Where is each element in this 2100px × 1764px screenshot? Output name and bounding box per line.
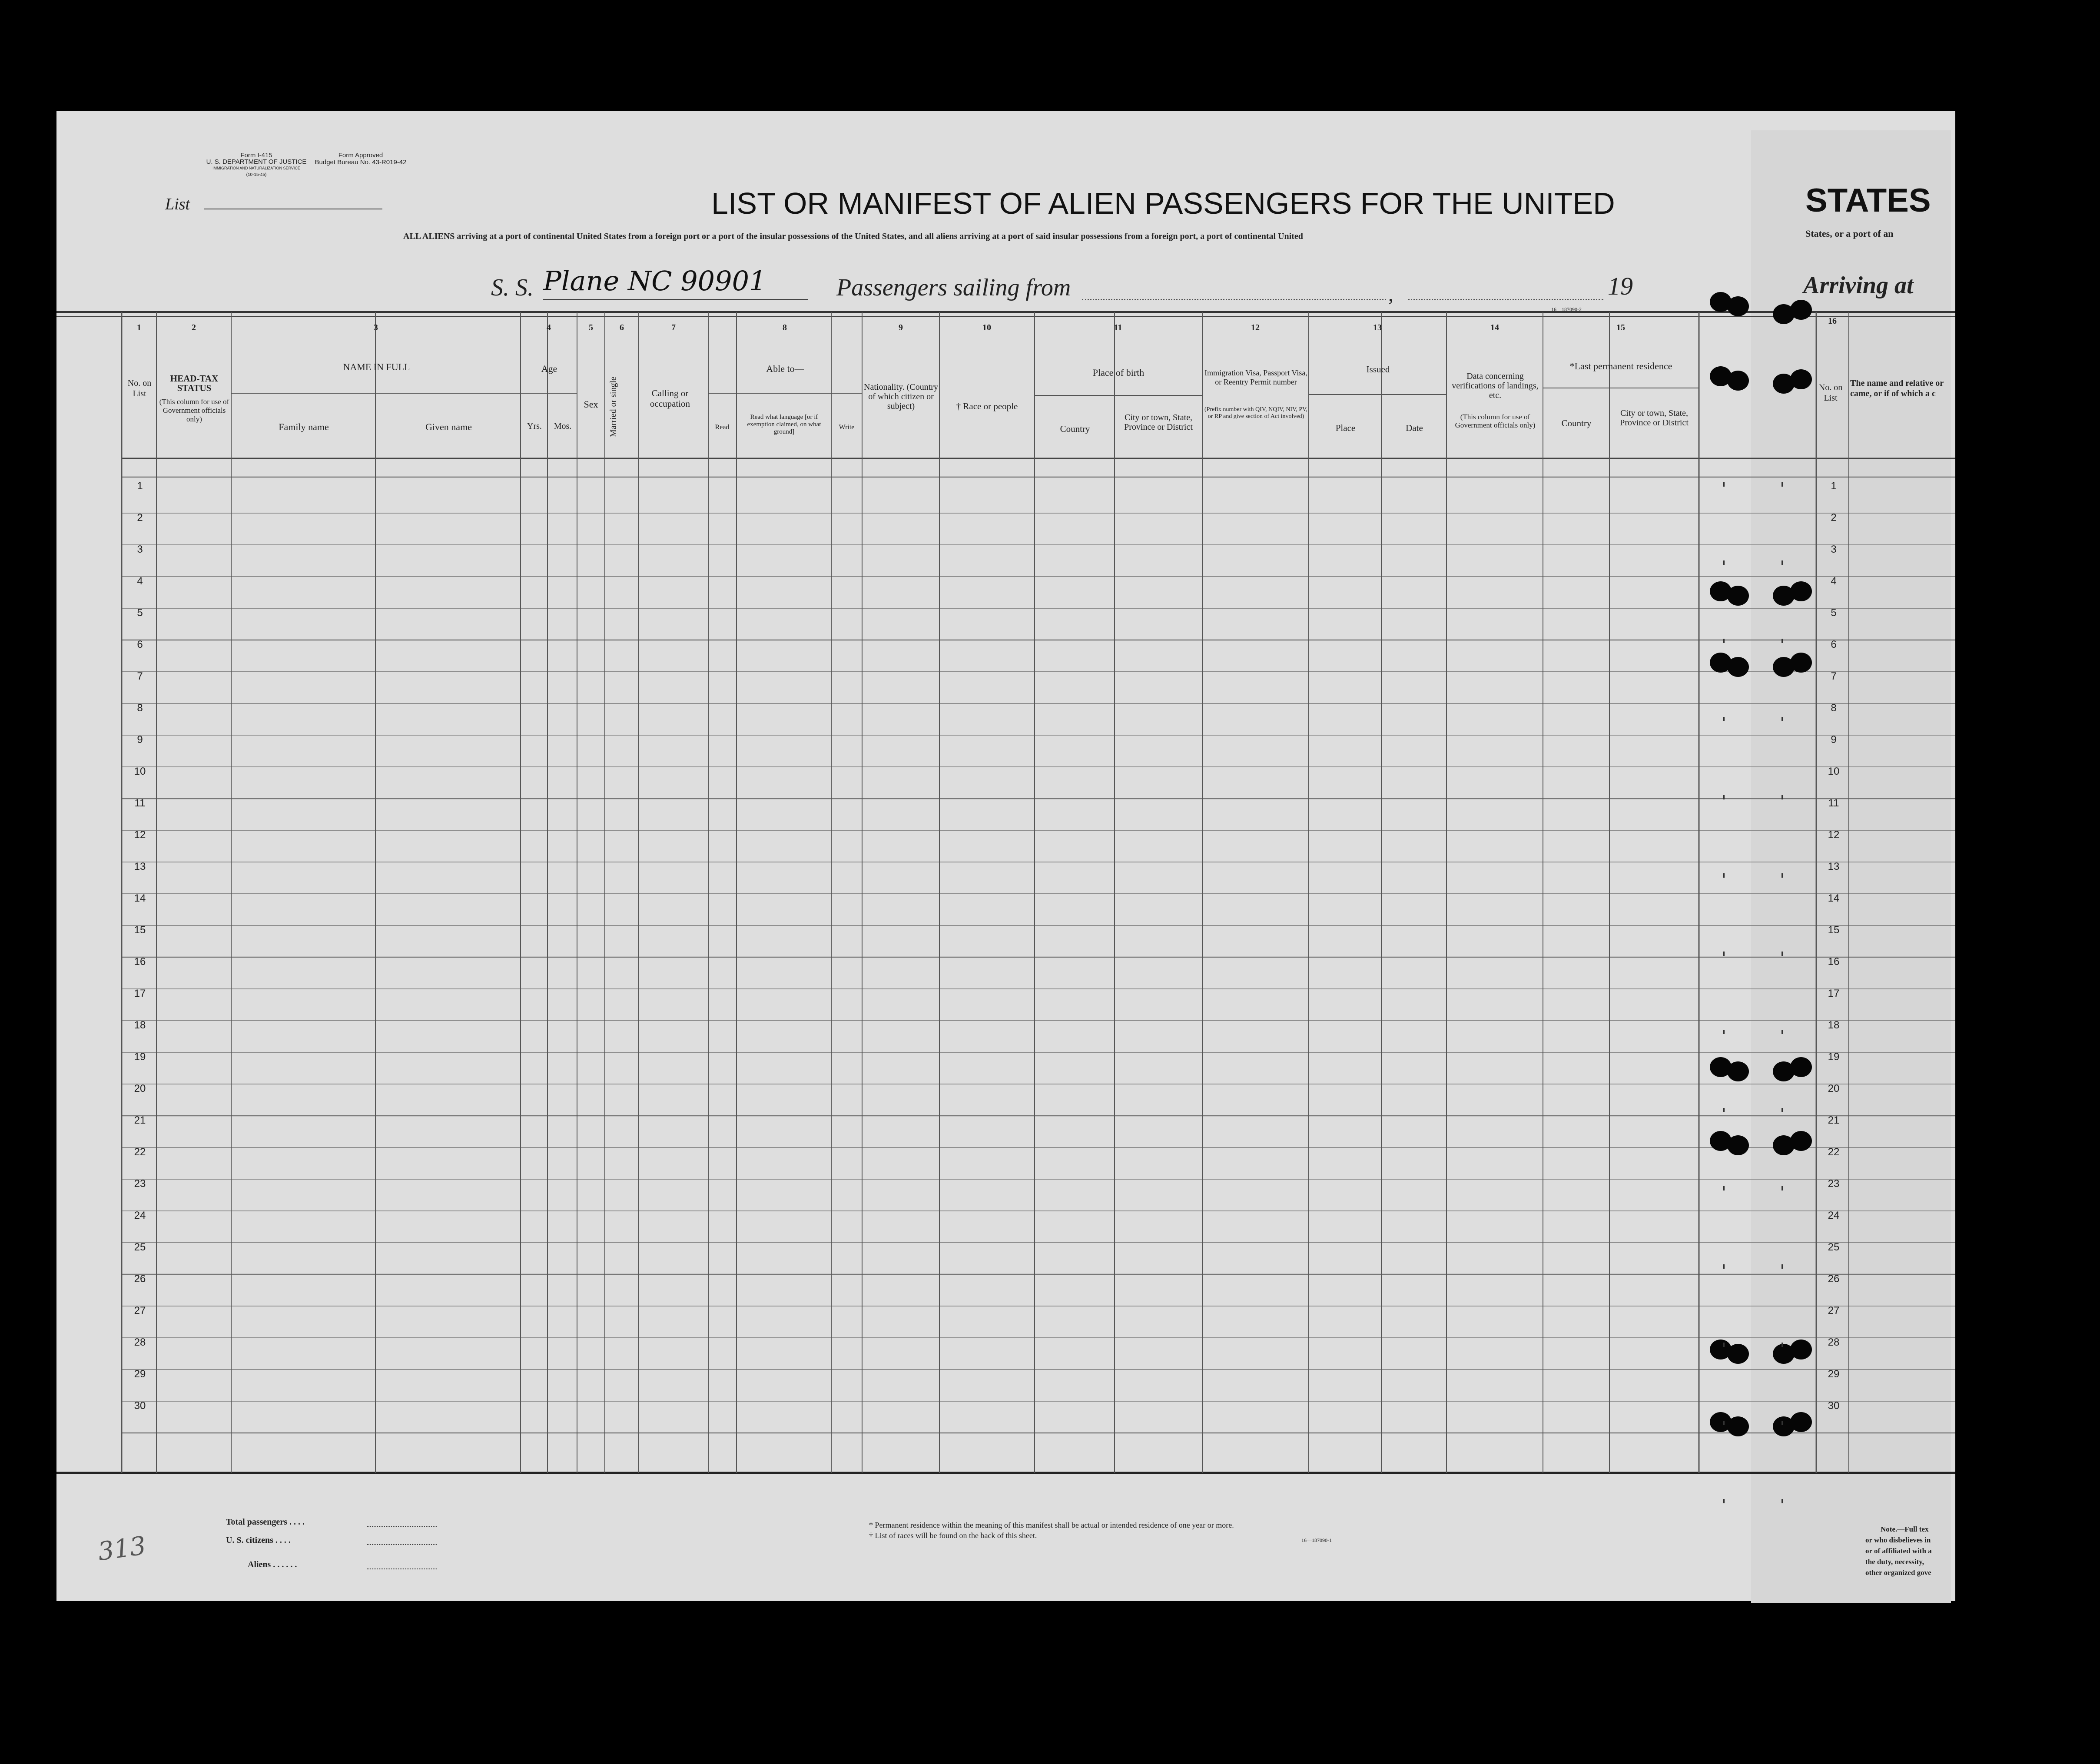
row-number-left: 11 bbox=[134, 797, 146, 809]
header-issued-date: Date bbox=[1406, 423, 1423, 433]
perforation-mark bbox=[1782, 795, 1783, 799]
row-number-right: 30 bbox=[1828, 1400, 1840, 1412]
punch-hole bbox=[1790, 1340, 1812, 1359]
print-code: 16—187090-1 bbox=[1301, 1537, 1332, 1543]
header-no-on-list-2: No. on List bbox=[1818, 383, 1843, 403]
header-pob-city: City or town, State, Province or District bbox=[1124, 413, 1193, 432]
note-right-line: other organized gove bbox=[1865, 1568, 1931, 1577]
vessel-name: Plane NC 90901 bbox=[543, 265, 766, 297]
header-data-note: (This column for use of Government officials only) bbox=[1455, 413, 1536, 429]
column-number: 16 bbox=[1828, 316, 1837, 326]
sailing-from-label: Passengers sailing from bbox=[836, 274, 1071, 301]
header-place-of-birth: Place of birth bbox=[1092, 367, 1145, 378]
perforation-mark bbox=[1723, 1108, 1725, 1112]
column-number: 13 bbox=[1373, 323, 1382, 332]
row-number-right: 26 bbox=[1828, 1273, 1840, 1285]
row-number-left: 5 bbox=[137, 607, 143, 619]
header-able-to: Able to— bbox=[766, 363, 804, 374]
column-number: 4 bbox=[547, 323, 551, 332]
header-calling: Calling or occupation bbox=[650, 388, 690, 409]
header-lr-country: Country bbox=[1561, 418, 1592, 428]
header-given-name: Given name bbox=[425, 421, 472, 432]
page-title-continuation: STATES bbox=[1805, 182, 1931, 219]
row-number-left: 9 bbox=[137, 734, 143, 746]
perforation-mark bbox=[1782, 560, 1783, 565]
total-passengers-label: Total passengers . . . . bbox=[226, 1517, 305, 1527]
punch-hole bbox=[1727, 296, 1749, 316]
header-nationality: Nationality. (Country of which citizen or subject) bbox=[864, 382, 938, 411]
row-number-right: 27 bbox=[1828, 1305, 1840, 1316]
header-sex: Sex bbox=[584, 399, 598, 410]
perforation-mark bbox=[1782, 1108, 1783, 1112]
department-name: U. S. DEPARTMENT OF JUSTICE bbox=[206, 158, 307, 166]
row-number-right: 14 bbox=[1828, 892, 1840, 904]
approval-line: Form Approved bbox=[338, 152, 383, 159]
row-number-right: 2 bbox=[1831, 512, 1837, 524]
perforation-mark bbox=[1723, 1264, 1725, 1269]
header-last-residence: *Last permanent residence bbox=[1569, 361, 1672, 371]
comma: , bbox=[1388, 283, 1393, 306]
header-head-tax-note: (This column for use of Government officials only) bbox=[159, 398, 229, 423]
punch-hole bbox=[1727, 371, 1749, 391]
print-code-top: 16—187090-2 bbox=[1551, 306, 1582, 312]
row-number-left: 14 bbox=[134, 892, 146, 904]
page-subtitle-continuation: States, or a port of an bbox=[1805, 228, 1894, 239]
header-mos: Mos. bbox=[554, 421, 572, 431]
punch-hole bbox=[1727, 1061, 1749, 1081]
header-name-relative: The name and relative or came, or if of which a c bbox=[1850, 378, 1944, 398]
punch-hole bbox=[1727, 657, 1749, 677]
perforation-mark bbox=[1723, 560, 1725, 565]
row-number-right: 15 bbox=[1828, 924, 1840, 936]
row-number-left: 18 bbox=[134, 1019, 146, 1031]
page-subtitle: ALL ALIENS arriving at a port of continental United States from a foreign port or a port of the insular possessions of the United States, and all aliens arriving at a port of said insular possessions from a foreign port, a port of continental United bbox=[403, 232, 1303, 241]
header-read-language: Read what language [or if exemption claimed, on what ground] bbox=[747, 414, 821, 435]
header-read: Read bbox=[715, 424, 730, 431]
punch-hole bbox=[1790, 581, 1812, 601]
row-number-right: 5 bbox=[1831, 607, 1837, 619]
header-data-concerning: Data concerning verifications of landings, etc. bbox=[1452, 371, 1539, 400]
sailing-port-line bbox=[1082, 299, 1386, 300]
perforation-mark bbox=[1782, 482, 1783, 487]
row-number-right: 12 bbox=[1828, 829, 1840, 841]
perforation-mark bbox=[1782, 1264, 1783, 1269]
row-number-left: 8 bbox=[137, 702, 143, 714]
sailing-date-line bbox=[1408, 299, 1603, 300]
permanent-residence-note: * Permanent residence within the meaning of this manifest shall be actual or intended residence of one year or more. bbox=[869, 1521, 1234, 1529]
note-right-line: the duty, necessity, bbox=[1865, 1558, 1924, 1566]
column-number: 15 bbox=[1616, 323, 1625, 332]
page-title: LIST OR MANIFEST OF ALIEN PASSENGERS FOR THE UNITED bbox=[711, 186, 1615, 220]
row-number-left: 4 bbox=[137, 575, 143, 587]
column-number: 14 bbox=[1490, 323, 1499, 332]
row-number-right: 16 bbox=[1828, 956, 1840, 968]
row-number-right: 11 bbox=[1828, 797, 1839, 809]
row-number-left: 24 bbox=[134, 1210, 146, 1221]
header-visa-note: (Prefix number with QIV, NQIV, NIV, PV, or RP and give section of Act involved) bbox=[1204, 406, 1307, 420]
perforation-mark bbox=[1723, 795, 1725, 799]
service-name: IMMIGRATION AND NATURALIZATION SERVICE bbox=[212, 166, 300, 170]
form-number: Form I-415 bbox=[240, 152, 272, 159]
row-number-right: 28 bbox=[1828, 1336, 1840, 1348]
row-number-left: 10 bbox=[134, 766, 146, 777]
row-number-right: 23 bbox=[1828, 1178, 1840, 1190]
row-number-left: 27 bbox=[134, 1305, 146, 1316]
row-number-left: 2 bbox=[137, 512, 143, 524]
row-number-left: 26 bbox=[134, 1273, 146, 1285]
year-prefix: 19 bbox=[1608, 272, 1633, 300]
row-number-right: 9 bbox=[1831, 734, 1837, 746]
race-list-note: † List of races will be found on the back of this sheet. bbox=[869, 1531, 1037, 1540]
punch-hole bbox=[1727, 1344, 1749, 1364]
vessel-line bbox=[543, 299, 808, 300]
row-number-right: 21 bbox=[1828, 1114, 1840, 1126]
punch-hole bbox=[1790, 653, 1812, 673]
perforation-mark bbox=[1723, 952, 1725, 956]
header-issued-place: Place bbox=[1335, 423, 1356, 433]
header-age: Age bbox=[541, 363, 557, 374]
row-number-right: 24 bbox=[1828, 1210, 1840, 1221]
budget-bureau-number: Budget Bureau No. 43-R019-42 bbox=[315, 159, 407, 166]
header-lr-city: City or town, State, Province or District bbox=[1620, 408, 1689, 428]
row-number-left: 20 bbox=[134, 1083, 146, 1094]
header-issued: Issued bbox=[1366, 364, 1390, 375]
us-citizens-label: U. S. citizens . . . . bbox=[226, 1535, 291, 1545]
perforation-mark bbox=[1723, 1421, 1725, 1425]
row-number-left: 1 bbox=[137, 480, 143, 492]
perforation-mark bbox=[1723, 1343, 1725, 1347]
row-number-left: 23 bbox=[134, 1178, 146, 1190]
us-citizens-line bbox=[367, 1544, 437, 1545]
punch-hole bbox=[1790, 369, 1812, 389]
perforation-mark bbox=[1782, 1030, 1783, 1034]
row-number-right: 18 bbox=[1828, 1019, 1840, 1031]
perforation-mark bbox=[1723, 873, 1725, 878]
row-number-right: 17 bbox=[1828, 988, 1840, 999]
column-number: 6 bbox=[620, 323, 624, 332]
column-number: 2 bbox=[192, 323, 196, 332]
aliens-label: Aliens . . . . . . bbox=[248, 1560, 297, 1569]
row-number-right: 8 bbox=[1831, 702, 1837, 714]
header-yrs: Yrs. bbox=[527, 421, 542, 431]
column-number: 8 bbox=[783, 323, 787, 332]
row-number-right: 20 bbox=[1828, 1083, 1840, 1094]
note-right-line: or who disbelieves in bbox=[1865, 1536, 1931, 1544]
ss-label: S. S. bbox=[491, 274, 534, 301]
perforation-mark bbox=[1782, 1499, 1783, 1503]
column-number: 5 bbox=[589, 323, 593, 332]
row-number-left: 17 bbox=[134, 988, 146, 999]
row-number-right: 25 bbox=[1828, 1241, 1840, 1253]
header-head-tax: HEAD-TAX STATUS bbox=[170, 373, 219, 393]
header-write: Write bbox=[839, 424, 855, 431]
perforation-mark bbox=[1782, 1343, 1783, 1347]
perforation-mark bbox=[1723, 1499, 1725, 1503]
column-number: 1 bbox=[137, 323, 141, 332]
row-number-right: 22 bbox=[1828, 1146, 1840, 1158]
row-number-left: 12 bbox=[134, 829, 146, 841]
punch-hole bbox=[1790, 1131, 1812, 1151]
perforation-mark bbox=[1782, 717, 1783, 721]
row-number-left: 16 bbox=[134, 956, 146, 968]
form-date: (10-15-45) bbox=[246, 172, 267, 177]
note-right-label: Note.—Full tex bbox=[1881, 1525, 1929, 1533]
row-number-left: 15 bbox=[134, 924, 146, 936]
handwritten-margin-number: 313 bbox=[96, 1530, 148, 1567]
perforation-mark bbox=[1723, 1186, 1725, 1190]
row-number-right: 10 bbox=[1828, 766, 1840, 777]
column-number: 12 bbox=[1251, 323, 1260, 332]
row-number-right: 29 bbox=[1828, 1368, 1840, 1380]
row-number-left: 28 bbox=[134, 1336, 146, 1348]
perforation-mark bbox=[1782, 1421, 1783, 1425]
column-number: 9 bbox=[899, 323, 903, 332]
aliens-line bbox=[367, 1568, 437, 1569]
row-number-left: 29 bbox=[134, 1368, 146, 1380]
row-number-right: 1 bbox=[1831, 480, 1837, 492]
arriving-at-label: Arriving at bbox=[1803, 272, 1914, 299]
perforation-mark bbox=[1782, 1186, 1783, 1190]
column-number: 11 bbox=[1114, 323, 1122, 332]
perforation-mark bbox=[1782, 639, 1783, 643]
total-passengers-line bbox=[367, 1526, 437, 1527]
punch-hole bbox=[1727, 1416, 1749, 1436]
row-number-left: 21 bbox=[134, 1114, 146, 1126]
punch-hole bbox=[1727, 586, 1749, 606]
perforation-mark bbox=[1782, 873, 1783, 878]
row-number-right: 3 bbox=[1831, 544, 1837, 555]
header-married-or-single: Married or single bbox=[608, 377, 618, 437]
row-number-right: 6 bbox=[1831, 639, 1837, 650]
perforation-mark bbox=[1723, 639, 1725, 643]
row-number-right: 4 bbox=[1831, 575, 1837, 587]
row-number-left: 30 bbox=[134, 1400, 146, 1412]
header-family-name: Family name bbox=[279, 421, 329, 432]
row-number-left: 25 bbox=[134, 1241, 146, 1253]
punch-hole bbox=[1790, 1057, 1812, 1077]
punch-hole bbox=[1790, 1412, 1812, 1432]
header-race: † Race or people bbox=[956, 401, 1018, 411]
punch-hole bbox=[1727, 1135, 1749, 1155]
list-label: List bbox=[165, 195, 190, 213]
row-number-left: 7 bbox=[137, 670, 143, 682]
row-number-left: 3 bbox=[137, 544, 143, 555]
form-id-block bbox=[196, 152, 317, 178]
perforation-mark bbox=[1723, 1030, 1725, 1034]
column-number: 3 bbox=[374, 323, 378, 332]
row-number-left: 13 bbox=[134, 861, 146, 872]
row-number-right: 13 bbox=[1828, 861, 1840, 872]
row-number-right: 19 bbox=[1828, 1051, 1840, 1063]
perforation-mark bbox=[1723, 482, 1725, 487]
row-number-right: 7 bbox=[1831, 670, 1837, 682]
header-visa: Immigration Visa, Passport Visa, or Reentry Permit number bbox=[1204, 368, 1307, 386]
column-number: 7 bbox=[671, 323, 676, 332]
perforation-mark bbox=[1782, 952, 1783, 956]
header-name-in-full: NAME IN FULL bbox=[343, 361, 410, 372]
approval-block bbox=[304, 152, 417, 166]
header-no-on-list: No. on List bbox=[127, 378, 152, 398]
punch-hole bbox=[1790, 300, 1812, 320]
row-number-left: 22 bbox=[134, 1146, 146, 1158]
note-right-line: or of affiliated with a bbox=[1865, 1547, 1932, 1555]
column-number: 10 bbox=[982, 323, 991, 332]
header-pob-country: Country bbox=[1060, 424, 1090, 434]
row-number-left: 19 bbox=[134, 1051, 146, 1063]
perforation-mark bbox=[1723, 717, 1725, 721]
row-number-left: 6 bbox=[137, 639, 143, 650]
